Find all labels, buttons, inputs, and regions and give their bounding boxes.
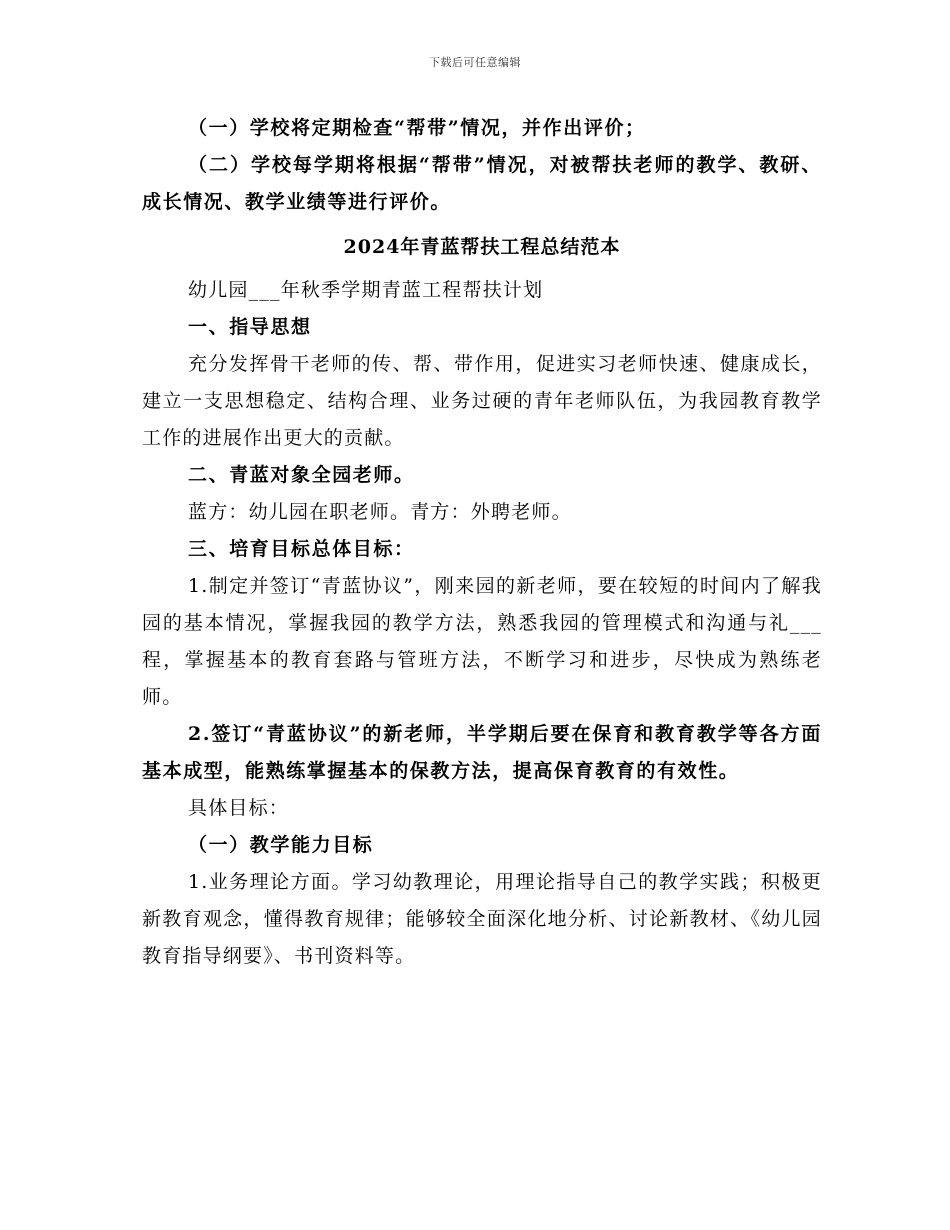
heading-teaching-ability: （一）教学能力目标	[188, 834, 374, 856]
paragraph-school-inspection: （一）学校将定期检查“帮带”情况，并作出评价；	[188, 117, 646, 139]
paragraph-plan-title: 幼儿园___年秋季学期青蓝工程帮扶计划	[188, 279, 544, 301]
heading-training-goals: 三、培育目标总体目标：	[188, 538, 415, 560]
heading-guiding-ideology: 一、指导思想	[188, 316, 312, 338]
heading-pairing-targets: 二、青蓝对象全园老师。	[188, 464, 415, 486]
paragraph-school-evaluation: （二）学校每学期将根据“帮带”情况，对被帮扶老师的教学、教研、成长情况、教学业绩等进行评价。	[142, 154, 822, 213]
document-title: 2024年青蓝帮扶工程总结范本	[343, 236, 621, 258]
paragraph-specific-goals: 具体目标：	[188, 797, 290, 819]
paragraph-pairing-sides: 蓝方：幼儿园在职老师。青方：外聘老师。	[188, 501, 572, 523]
paragraph-guiding-ideology: 充分发挥骨干老师的传、帮、带作用，促进实习老师快速、健康成长，建立一支思想稳定、结构合理、业务过硬的青年老师队伍，为我园教育教学工作的进展作出更大的贡献。	[142, 353, 822, 449]
document-body	[142, 110, 822, 975]
page-header-note: 下载后可任意编辑	[429, 56, 521, 69]
paragraph-goal-1: 1.制定并签订“青蓝协议”，刚来园的新老师，要在较短的时间内了解我园的基本情况，掌握我园的教学方法，熟悉我园的管理模式和沟通与礼___程，掌握基本的教育套路与管班方法，不断学习和进步，尽快成为熟练老师。	[142, 575, 822, 708]
paragraph-goal-2: 2.签订“青蓝协议”的新老师，半学期后要在保育和教育教学等各方面基本成型，能熟练掌握基本的保教方法，提高保育教育的有效性。	[142, 723, 822, 782]
paragraph-theory: 1.业务理论方面。学习幼教理论，用理论指导自己的教学实践；积极更新教育观念，懂得教育规律；能够较全面深化地分析、讨论新教材、《幼儿园教育指导纲要》、书刊资料等。	[142, 871, 822, 967]
